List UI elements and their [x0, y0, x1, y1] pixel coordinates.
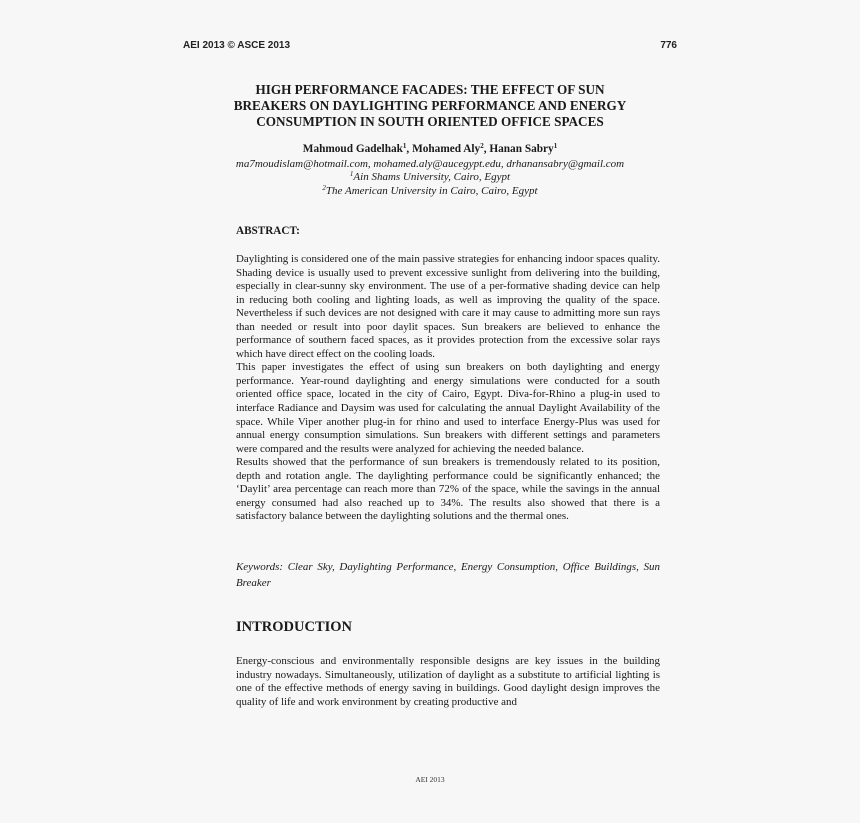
abstract-paragraph: Daylighting is considered one of the main passive strategies for enhancing indoor spaces quality. Shading device is usually used to prevent excessive sunlight from delivering into the building, especially in clear-sunny sky environment. The use of a per-formative shading device can help in reducing both cooling and lighting loads, as well as improving the quality of the space. Nevertheless if such devices are not designed with care it may cause to admitting more sun rays than needed or result into poor daylit spaces. Sun breakers are believed to enhance the performance of southern faced spaces, as it provides protection from the excessive solar rays which have direct effect on the cooling loads. — [236, 253, 660, 360]
page-footer: AEI 2013 — [415, 775, 445, 784]
author-list: Mahmoud Gadelhak$^1$, Mohamed Aly$^2$, Hanan Sabry$^1$ — [302, 142, 558, 155]
author-name: Mohamed Aly — [412, 143, 481, 155]
author-name: Mahmoud Gadelhak — [302, 143, 403, 155]
affiliation-name: Ain Shams University, Cairo, Egypt — [353, 171, 511, 183]
introduction-paragraph: Energy-conscious and environmentally responsible designs are key issues in the building industry nowadays. Simultaneously, utilization of daylight as a substitute to artificial lighting is one of the effective methods of energy saving in buildings. Good daylight design improves the quality of life and work environment by creating productive and — [236, 655, 660, 708]
section-heading-introduction: INTRODUCTION — [236, 619, 353, 635]
affiliation-name: The American University in Cairo, Cairo, Egypt — [325, 184, 538, 197]
abstract-heading: ABSTRACT: — [236, 225, 300, 237]
title-line: BREAKERS ON DAYLIGHTING PERFORMANCE AND ENERGY — [233, 98, 627, 113]
affiliation-marker: 2 — [480, 142, 484, 150]
affiliation-number: 1 — [349, 170, 354, 178]
affiliation-number: 2 — [322, 183, 326, 192]
abstract-paragraph: Results showed that the performance of sun breakers is tremendously related to its position, depth and rotation angle. The daylighting performance could be significantly enhanced; the ‘Daylit’ area percentage can reach more than 72% of the space, while the savings in the annual energy consumed had also reached up to 34%. The results also showed that there is a satisfactory balance between the daylighting solutions and the thermal ones. — [236, 456, 660, 523]
title-line: HIGH PERFORMANCE FACADES: THE EFFECT OF SUN — [255, 82, 605, 97]
page-number: 776 — [660, 40, 677, 51]
keywords: Keywords: Clear Sky, Daylighting Performance, Energy Consumption, Office Buildings, Sun Breaker — [236, 561, 660, 589]
author-block — [183, 143, 677, 198]
affiliation-marker: 1 — [402, 142, 407, 150]
introduction-body — [236, 655, 660, 709]
affiliation — [183, 171, 677, 185]
abstract-paragraph: This paper investigates the effect of using sun breakers on both daylighting and energy performance. Year-round daylighting and energy simulations were conducted for a south oriented office space, located in the city of Cairo, Egypt. Diva-for-Rhino a plug-in used to interface Radiance and Daysim was used for calculating the annual Daylight Availability of the space. While Viper another plug-in for rhino and used to interface Energy-Plus was used for annual energy consumption simulations. Sun breakers with different settings and parameters were compared and the results were analyzed for achieving the needed balance. — [236, 361, 660, 455]
title-line: CONSUMPTION IN SOUTH ORIENTED OFFICE SPACES — [256, 114, 604, 129]
paper-title — [183, 82, 677, 130]
abstract-body — [236, 253, 660, 524]
author-emails: ma7moudislam@hotmail.com, mohamed.aly@aucegypt.edu, drhanansabry@gmail.com — [235, 157, 625, 170]
running-header — [183, 40, 677, 51]
affiliation-marker: 1 — [553, 142, 558, 150]
author-name: Hanan Sabry — [489, 143, 554, 155]
affiliation — [183, 185, 677, 199]
journal-info: AEI 2013 © ASCE 2013 — [183, 40, 291, 51]
